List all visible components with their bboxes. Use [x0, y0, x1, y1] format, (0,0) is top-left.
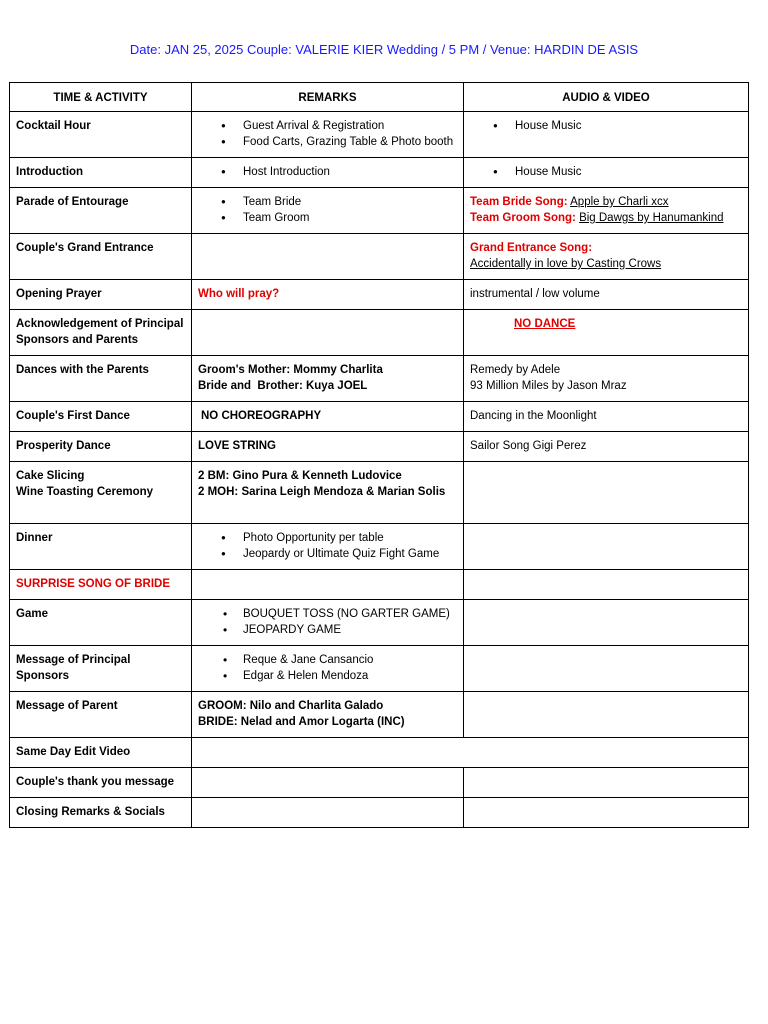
remarks-cell — [192, 158, 464, 188]
activity-cell: Same Day Edit Video — [10, 738, 192, 768]
activity-cell: Acknowledgement of Principal Sponsors and Parents — [10, 310, 192, 356]
table-row — [10, 356, 749, 402]
activity-cell: Message of Principal Sponsors — [10, 646, 192, 692]
activity-cell: Parade of Entourage — [10, 188, 192, 234]
remarks-line: Bride and Brother: Kuya JOEL — [198, 380, 368, 392]
activity-cell: Dinner — [10, 524, 192, 570]
av-cell — [464, 692, 749, 738]
av-cell — [464, 462, 749, 524]
song-label: Team Groom Song: — [470, 212, 576, 224]
av-cell — [464, 310, 749, 356]
av-cell — [464, 570, 749, 600]
list-item: ● Team Bride — [243, 194, 457, 210]
remarks-cell — [192, 462, 464, 524]
av-cell: instrumental / low volume — [464, 280, 749, 310]
table-row — [10, 692, 749, 738]
remarks-cell — [192, 600, 464, 646]
av-cell: Dancing in the Moonlight — [464, 402, 749, 432]
list-item: ● Photo Opportunity per table — [243, 530, 457, 546]
no-dance-note: NO DANCE — [514, 318, 576, 330]
table-row — [10, 738, 749, 768]
list-item: ● Team Groom — [243, 210, 457, 226]
remarks-line: 2 MOH: Sarina Leigh Mendoza & Marian Solis — [198, 486, 446, 498]
program-table — [9, 82, 749, 828]
activity-cell: SURPRISE SONG OF BRIDE — [10, 570, 192, 600]
list-item: • Reque & Jane Cansancio — [243, 652, 457, 668]
remarks-cell — [192, 402, 464, 432]
table-row — [10, 310, 749, 356]
song-title: Accidentally in love by Casting Crows — [470, 258, 662, 270]
list-item: ● Guest Arrival & Registration — [243, 118, 457, 134]
column-header-activity: TIME & ACTIVITY — [10, 83, 192, 112]
document-header: Date: JAN 25, 2025 Couple: VALERIE KIER Wedding / 5 PM / Venue: HARDIN DE ASIS — [129, 42, 639, 57]
table-row — [10, 112, 749, 158]
av-cell — [464, 768, 749, 798]
remarks-cell — [192, 188, 464, 234]
activity-cell: Cocktail Hour — [10, 112, 192, 158]
activity-cell: Couple's First Dance — [10, 402, 192, 432]
remarks-line: GROOM: Nilo and Charlita Galado — [198, 700, 384, 712]
remarks-line: BRIDE: Nelad and Amor Logarta (INC) — [198, 716, 405, 728]
remarks-cell — [192, 768, 464, 798]
av-cell — [464, 356, 749, 402]
list-item: ● Jeopardy or Ultimate Quiz Fight Game — [243, 546, 457, 562]
remarks-line: Groom's Mother: Mommy Charlita — [198, 364, 383, 376]
list-item: • JEOPARDY GAME — [243, 622, 457, 638]
av-cell — [464, 112, 749, 158]
table-row — [10, 402, 749, 432]
song-label: Grand Entrance Song: — [470, 242, 593, 254]
table-row — [10, 798, 749, 828]
activity-cell: Message of Parent — [10, 692, 192, 738]
table-header-row — [10, 83, 749, 112]
activity-cell: Couple's Grand Entrance — [10, 234, 192, 280]
list-item: ● House Music — [515, 164, 742, 180]
remarks-cell — [192, 738, 749, 768]
remarks-cell — [192, 692, 464, 738]
list-item: ● Food Carts, Grazing Table & Photo booth — [243, 134, 457, 150]
activity-cell: Opening Prayer — [10, 280, 192, 310]
remarks-cell — [192, 570, 464, 600]
table-row — [10, 570, 749, 600]
table-row — [10, 524, 749, 570]
av-cell — [464, 798, 749, 828]
remarks-cell — [192, 524, 464, 570]
remarks-cell: LOVE STRING — [192, 432, 464, 462]
table-row — [10, 432, 749, 462]
av-cell — [464, 600, 749, 646]
list-item: ● Host Introduction — [243, 164, 457, 180]
song-label: Team Bride Song: — [470, 196, 568, 208]
remarks-cell — [192, 310, 464, 356]
remarks-cell — [192, 798, 464, 828]
table-row — [10, 234, 749, 280]
activity-cell: Dances with the Parents — [10, 356, 192, 402]
av-cell — [464, 646, 749, 692]
table-row — [10, 158, 749, 188]
list-item: ● House Music — [515, 118, 742, 134]
activity-cell: Prosperity Dance — [10, 432, 192, 462]
list-item: • Edgar & Helen Mendoza — [243, 668, 457, 684]
remarks-cell — [192, 234, 464, 280]
column-header-av: AUDIO & VIDEO — [464, 83, 749, 112]
table-row — [10, 280, 749, 310]
activity-cell: Closing Remarks & Socials — [10, 798, 192, 828]
song-title: Apple by Charli xcx — [570, 196, 669, 208]
remarks-line: 2 BM: Gino Pura & Kenneth Ludovice — [198, 470, 402, 482]
av-cell: Sailor Song Gigi Perez — [464, 432, 749, 462]
table-row — [10, 768, 749, 798]
column-header-remarks: REMARKS — [192, 83, 464, 112]
av-cell — [464, 188, 749, 234]
activity-line: Wine Toasting Ceremony — [16, 486, 154, 498]
av-cell — [464, 524, 749, 570]
activity-cell — [10, 462, 192, 524]
activity-line: Cake Slicing — [16, 470, 85, 482]
song-title: Big Dawgs by Hanumankind — [579, 212, 724, 224]
remarks-cell — [192, 646, 464, 692]
av-cell — [464, 234, 749, 280]
activity-cell: Couple's thank you message — [10, 768, 192, 798]
song-title: Remedy by Adele — [470, 364, 561, 376]
activity-cell: Game — [10, 600, 192, 646]
remarks-cell — [192, 356, 464, 402]
table-row — [10, 188, 749, 234]
table-row — [10, 600, 749, 646]
table-row — [10, 646, 749, 692]
remarks-cell: Who will pray? — [192, 280, 464, 310]
activity-cell: Introduction — [10, 158, 192, 188]
table-row — [10, 462, 749, 524]
remarks-line: NO CHOREOGRAPHY — [201, 410, 322, 422]
list-item: • BOUQUET TOSS (NO GARTER GAME) — [243, 606, 457, 622]
song-title: 93 Million Miles by Jason Mraz — [470, 380, 627, 392]
remarks-cell — [192, 112, 464, 158]
av-cell — [464, 158, 749, 188]
